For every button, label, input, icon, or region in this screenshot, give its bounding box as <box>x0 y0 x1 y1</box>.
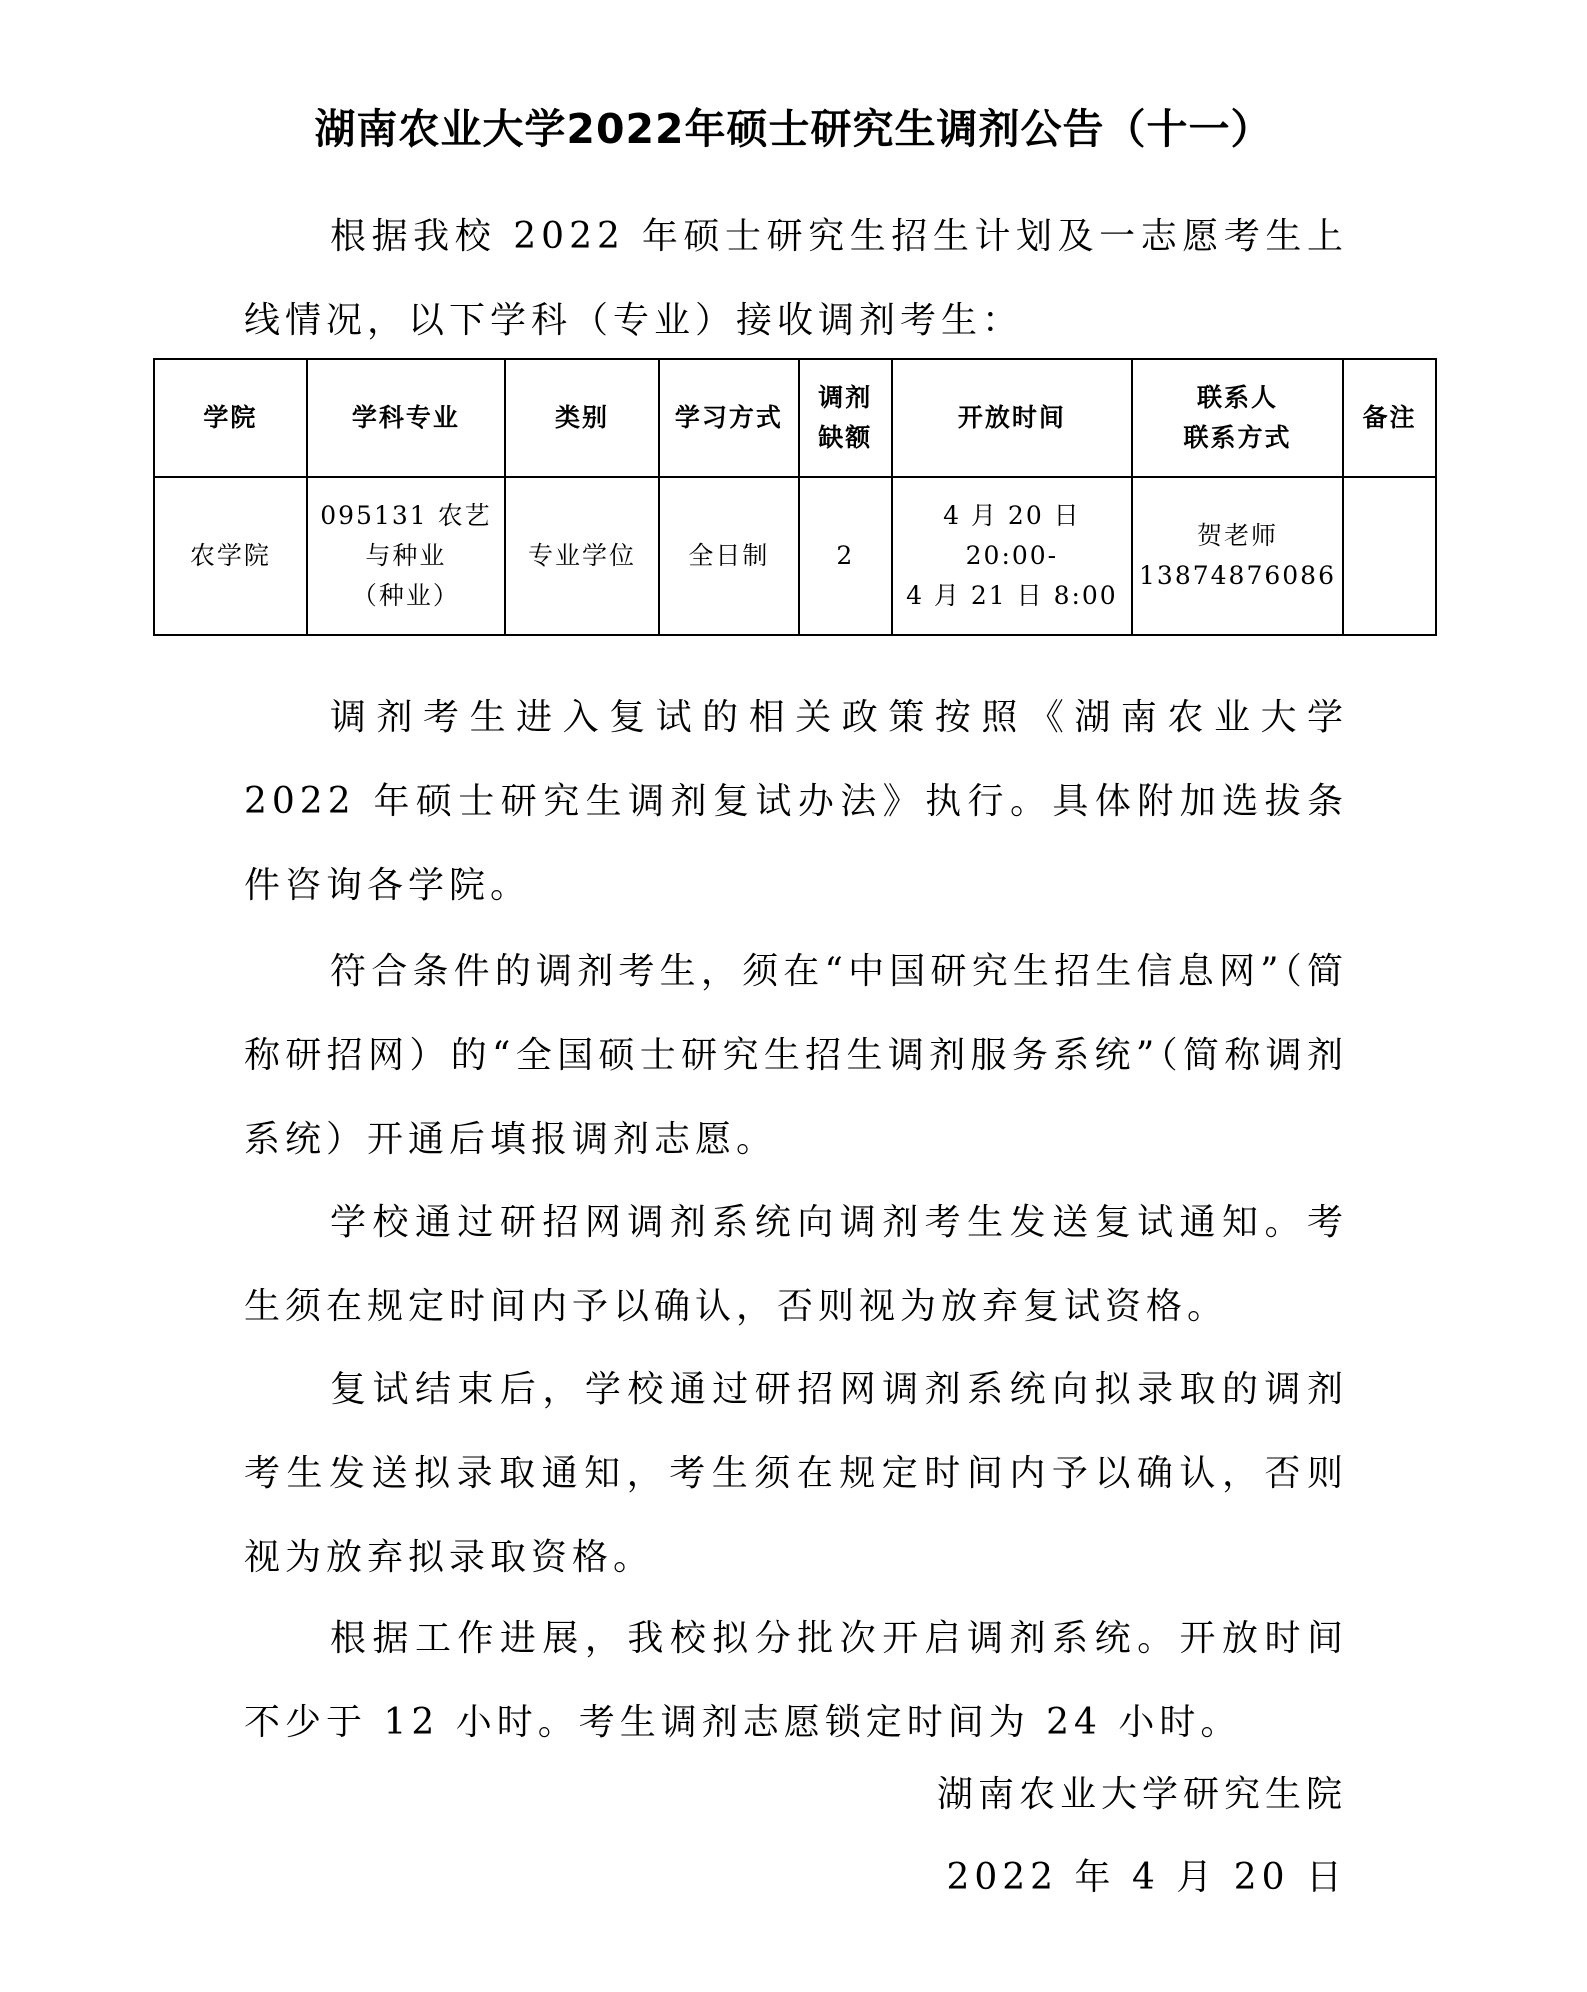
page-title: 湖南农业大学2022年硕士研究生调剂公告（十一） <box>314 105 1273 153</box>
table-header-row <box>154 359 1436 477</box>
cell-study-mode: 全日制 <box>659 477 799 635</box>
header-category: 类别 <box>505 359 659 477</box>
application-paragraph: 符合条件的调剂考生，须在“中国研究生招生信息网”（简称研招网）的“全国硕士研究生招生调剂服务系统”（简称调剂系统）开通后填报调剂志愿。 <box>244 951 1348 1160</box>
cell-major <box>307 477 505 635</box>
cell-open-time-line2: 4 月 21 日 8:00 <box>906 581 1118 610</box>
cell-contact-phone: 13874876086 <box>1139 561 1336 590</box>
header-quota-line1: 调剂 <box>818 383 873 412</box>
intro-paragraph: 根据我校 2022 年硕士研究生招生计划及一志愿考生上线情况，以下学科（专业）接收调剂考生： <box>244 216 1348 341</box>
cell-remark <box>1343 477 1436 635</box>
header-quota-line2: 缺额 <box>818 423 873 452</box>
header-remark: 备注 <box>1343 359 1436 477</box>
admission-notice-paragraph: 复试结束后，学校通过研招网调剂系统向拟录取的调剂考生发送拟录取通知，考生须在规定时间内予以确认，否则视为放弃拟录取资格。 <box>244 1369 1348 1578</box>
cell-contact-name: 贺老师 <box>1197 521 1279 550</box>
cell-college: 农学院 <box>154 477 307 635</box>
header-study-mode: 学习方式 <box>659 359 799 477</box>
signature-date: 2022 年 4 月 20 日 <box>946 1857 1347 1898</box>
header-college: 学院 <box>154 359 307 477</box>
cell-open-time <box>892 477 1132 635</box>
cell-contact <box>1132 477 1343 635</box>
cell-open-time-line1: 4 月 20 日 20:00- <box>943 501 1081 570</box>
header-quota <box>799 359 892 477</box>
header-major: 学科专业 <box>307 359 505 477</box>
system-schedule-paragraph: 根据工作进展，我校拟分批次开启调剂系统。开放时间不少于 12 小时。考生调剂志愿锁定时间为 24 小时。 <box>244 1618 1348 1743</box>
cell-quota: 2 <box>799 477 892 635</box>
policy-paragraph: 调剂考生进入复试的相关政策按照《湖南农业大学 2022 年硕士研究生调剂复试办法》执行。具体附加选拔条件咨询各学院。 <box>244 697 1348 906</box>
cell-major-line3: （种业） <box>351 581 460 610</box>
cell-major-line1: 095131 农艺 <box>320 501 492 530</box>
cell-major-line2: 与种业 <box>365 541 447 570</box>
cell-category: 专业学位 <box>505 477 659 635</box>
signature-org: 湖南农业大学研究生院 <box>936 1774 1347 1815</box>
header-contact <box>1132 359 1343 477</box>
header-contact-line1: 联系人 <box>1197 383 1279 412</box>
table-row <box>154 477 1436 635</box>
header-open-time: 开放时间 <box>892 359 1132 477</box>
adjustment-table <box>153 358 1437 636</box>
header-contact-line2: 联系方式 <box>1183 423 1292 452</box>
retest-notice-paragraph: 学校通过研招网调剂系统向调剂考生发送复试通知。考生须在规定时间内予以确认，否则视为放弃复试资格。 <box>244 1202 1348 1327</box>
